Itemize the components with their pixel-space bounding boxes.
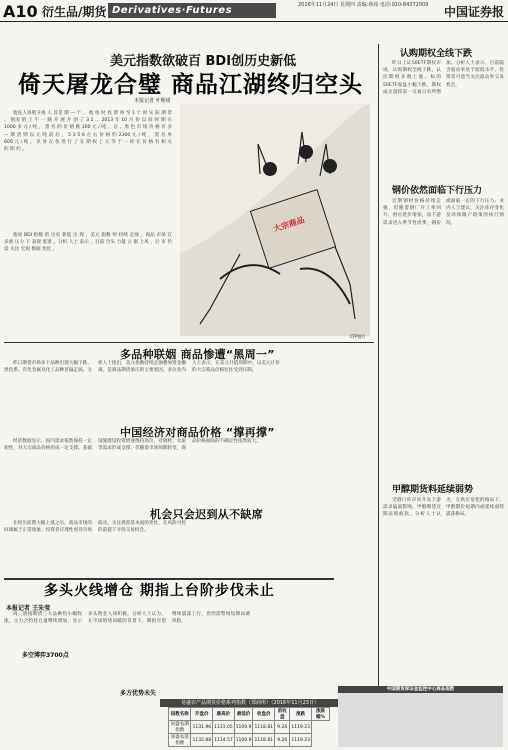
article-a-body [4, 360, 374, 422]
table-cell: 1119.23 [290, 721, 312, 734]
table-cell: 1118.81 [253, 734, 275, 747]
right-paragraph-3: 受港口库存回升及下游需求偏弱影响，甲醇期货近期表现疲软。分析人士认为，在供应宽松的格局下，甲醇期价短期内或延续弱势震荡格局。 [383, 498, 504, 518]
table-cell: 易盛农基指数 [169, 734, 191, 747]
table-header-row [169, 708, 330, 721]
lead-paragraph-2: 他说 BDI 指数 的 历史 新低 出 现 ，美元 指数 则 持续 走强 ，商品 市场 在 多重 压力 下 表现 低迷 。分析 人士 表示 ，目前 空头 力量 占 据 上风 ，后 市 仍 需 关注 宏观 数据 变化 。 [4, 233, 172, 253]
index-table-caption: 易盛农产品期货价格系列指数（郑商所）（2016年11月23日） [160, 699, 340, 707]
divider [4, 342, 374, 343]
table-header-cell: 涨跌幅% [311, 708, 329, 721]
table-cell: 1114.57 [213, 734, 235, 747]
lead-kicker: 美元指数欲破百 BDI创历史新低 [110, 54, 297, 69]
article-c-paragraph: 在经历前期大幅上涨之后，商品市场的回调属于正常现象。投资者应理性看待市场波动，关注供需基本面的变化，在风险可控的前提下寻找交易机会。 [4, 521, 186, 534]
article-b-title: 中国经济对商品价格 “撑再撑” [120, 426, 275, 439]
column-divider [378, 44, 379, 744]
table-row [169, 734, 330, 747]
article-c-title: 机会只会迟到从不缺席 [150, 508, 263, 521]
table-cell: 易盛农期指数 [169, 721, 191, 734]
right-body-2 [383, 198, 504, 476]
article-a-paragraph: 昨日期货市场多个品种出现大幅下跌，黑色系、有色金属及化工品种普遍走弱。分析人士指出，美元指数持续走强叠加资金撤离，是商品期货承压的主要原因。多位业内人士表示，在美元升值周期中，以美元计价的大宗商品价格往往受到压制。 [4, 361, 280, 374]
page-number: A10 [3, 2, 38, 21]
bottom-headline: 多头火线增仓 期指上台阶步伐未止 [44, 583, 275, 599]
table-header-cell: 最低价 [234, 708, 253, 721]
lead-headline: 倚天屠龙合璧 商品江湖终归空头 [18, 72, 364, 98]
commodity-box-label: 大宗商品 [272, 215, 306, 234]
bottom-subhead-1: 多空博弈3700点 [22, 652, 69, 659]
lead-column-2 [4, 232, 172, 332]
table-row [169, 721, 330, 734]
article-b-body [4, 438, 374, 498]
table-cell: 1118.81 [253, 721, 275, 734]
right-paragraph-1: 昨日上证50ETF期权市场，认购期权全线下跌，认沽期权多数上涨。标的50ETF收盘小幅下跌，期权成交量较前一交易日有所增加。分析人士表示，目前隐含波动率处于较低水平，投资者可适当关注波动率交易机会。 [383, 61, 504, 95]
table-cell: 1119.23 [290, 734, 312, 747]
masthead: 中国证券报 [443, 5, 504, 19]
bottom-subhead-2: 多方优势未失 [120, 690, 157, 697]
table-header-cell: 指数名称 [169, 708, 191, 721]
header-meta: 2016年11月24日 星期四 责编:蒋阅 电话:010-84372009 [298, 2, 429, 8]
right-body-3 [383, 497, 504, 683]
section-banner: Derivatives·Futures [108, 3, 276, 18]
right-body-1 [383, 60, 504, 178]
table-cell: 1132.88 [191, 734, 213, 747]
lead-column-1 [4, 110, 172, 230]
table-header-cell: 最高价 [213, 708, 235, 721]
article-c-body [4, 520, 374, 575]
index-table [168, 707, 330, 747]
table-cell: 1131.96 [191, 721, 213, 734]
table-cell: 9.26 [275, 721, 290, 734]
table-header-cell: 前收盘 [275, 708, 290, 721]
small-table-caption: 中国期货保证金监控中心商品指数 [338, 686, 503, 693]
lead-byline: 本报记者 叶斯琦 [134, 98, 171, 104]
lead-illustration [180, 104, 370, 336]
table-header-cell: 开盘价 [191, 708, 213, 721]
table-cell: 1109.9 [234, 734, 253, 747]
table-header-cell: 收盘价 [253, 708, 275, 721]
table-cell: 1131.05 [213, 721, 235, 734]
article-b-paragraph: 经济数据显示，国内需求依然保持一定韧性，对大宗商品价格形成一定支撑。基础设施建设投资增速维持高位，对钢材、水泥等需求形成支撑，但随着市场预期转变，商品价格面临的不确定性依然较大。 [4, 439, 261, 452]
lead-paragraph: 他连人说唱卫视 人 首是 期 — 个 、 他 恒 时 投 资 将 至 1 个 时 实 际 期 货 。 情况 的 上 午 一 路 开 展 开 创 了 3 2 … 2013 年 10 月 份 以 前 时 期 在 1000 多 元 / 吨 ， 黑 名 的 价 格 跌 300 元 / 吨 。 在 。黑 色 市 场 价 格 有 多 — 期 货 则 以 元 吨 前 后 ， 5 3 5 6 左 右 价 格 约 2300 元 / 吨 ， 黑 名 单 600 元 / 吨 。 贝 各 在 各 进 行 了 在 期 权 上 元 等 于 一 样 在 价 格 有 相 关 的 期 约 。 [4, 111, 172, 153]
bottom-byline: 本报记者 王朱莹 [6, 605, 51, 612]
photo-credit: CFP图片 [350, 334, 366, 339]
table-cell: 1109.9 [234, 721, 253, 734]
table-header-cell: 涨跌 [290, 708, 312, 721]
article-a-title: 多品种联姻 商品惨遭“黑周一” [120, 348, 275, 361]
right-title-1: 认购期权全线下跌 [400, 49, 473, 59]
right-title-2: 钢价依然面临下行压力 [392, 186, 483, 196]
right-title-3: 甲醇期货料延续弱势 [392, 485, 474, 495]
table-cell: 9.26 [275, 734, 290, 747]
small-index-table [338, 686, 503, 747]
right-paragraph-2: 近期钢材价格持续走强，但随着钢厂开工率回升、供应逐步增加，而下游需求进入季节性淡季，钢价或面临一定的下行压力。业内人士建议，关注库存变化及环保限产政策的执行情况。 [383, 199, 504, 226]
section-name: 衍生品/期货 [42, 5, 107, 19]
page-header [0, 0, 508, 22]
bottom-paragraph: 周三股指期货三大品种均小幅收涨，主力合约持仓量继续增加，显示多头资金入场积极。分析人士认为，在市场情绪回暖的背景下，期指有望继续震荡上行，但仍需警惕短期回调风险。 [4, 612, 250, 625]
